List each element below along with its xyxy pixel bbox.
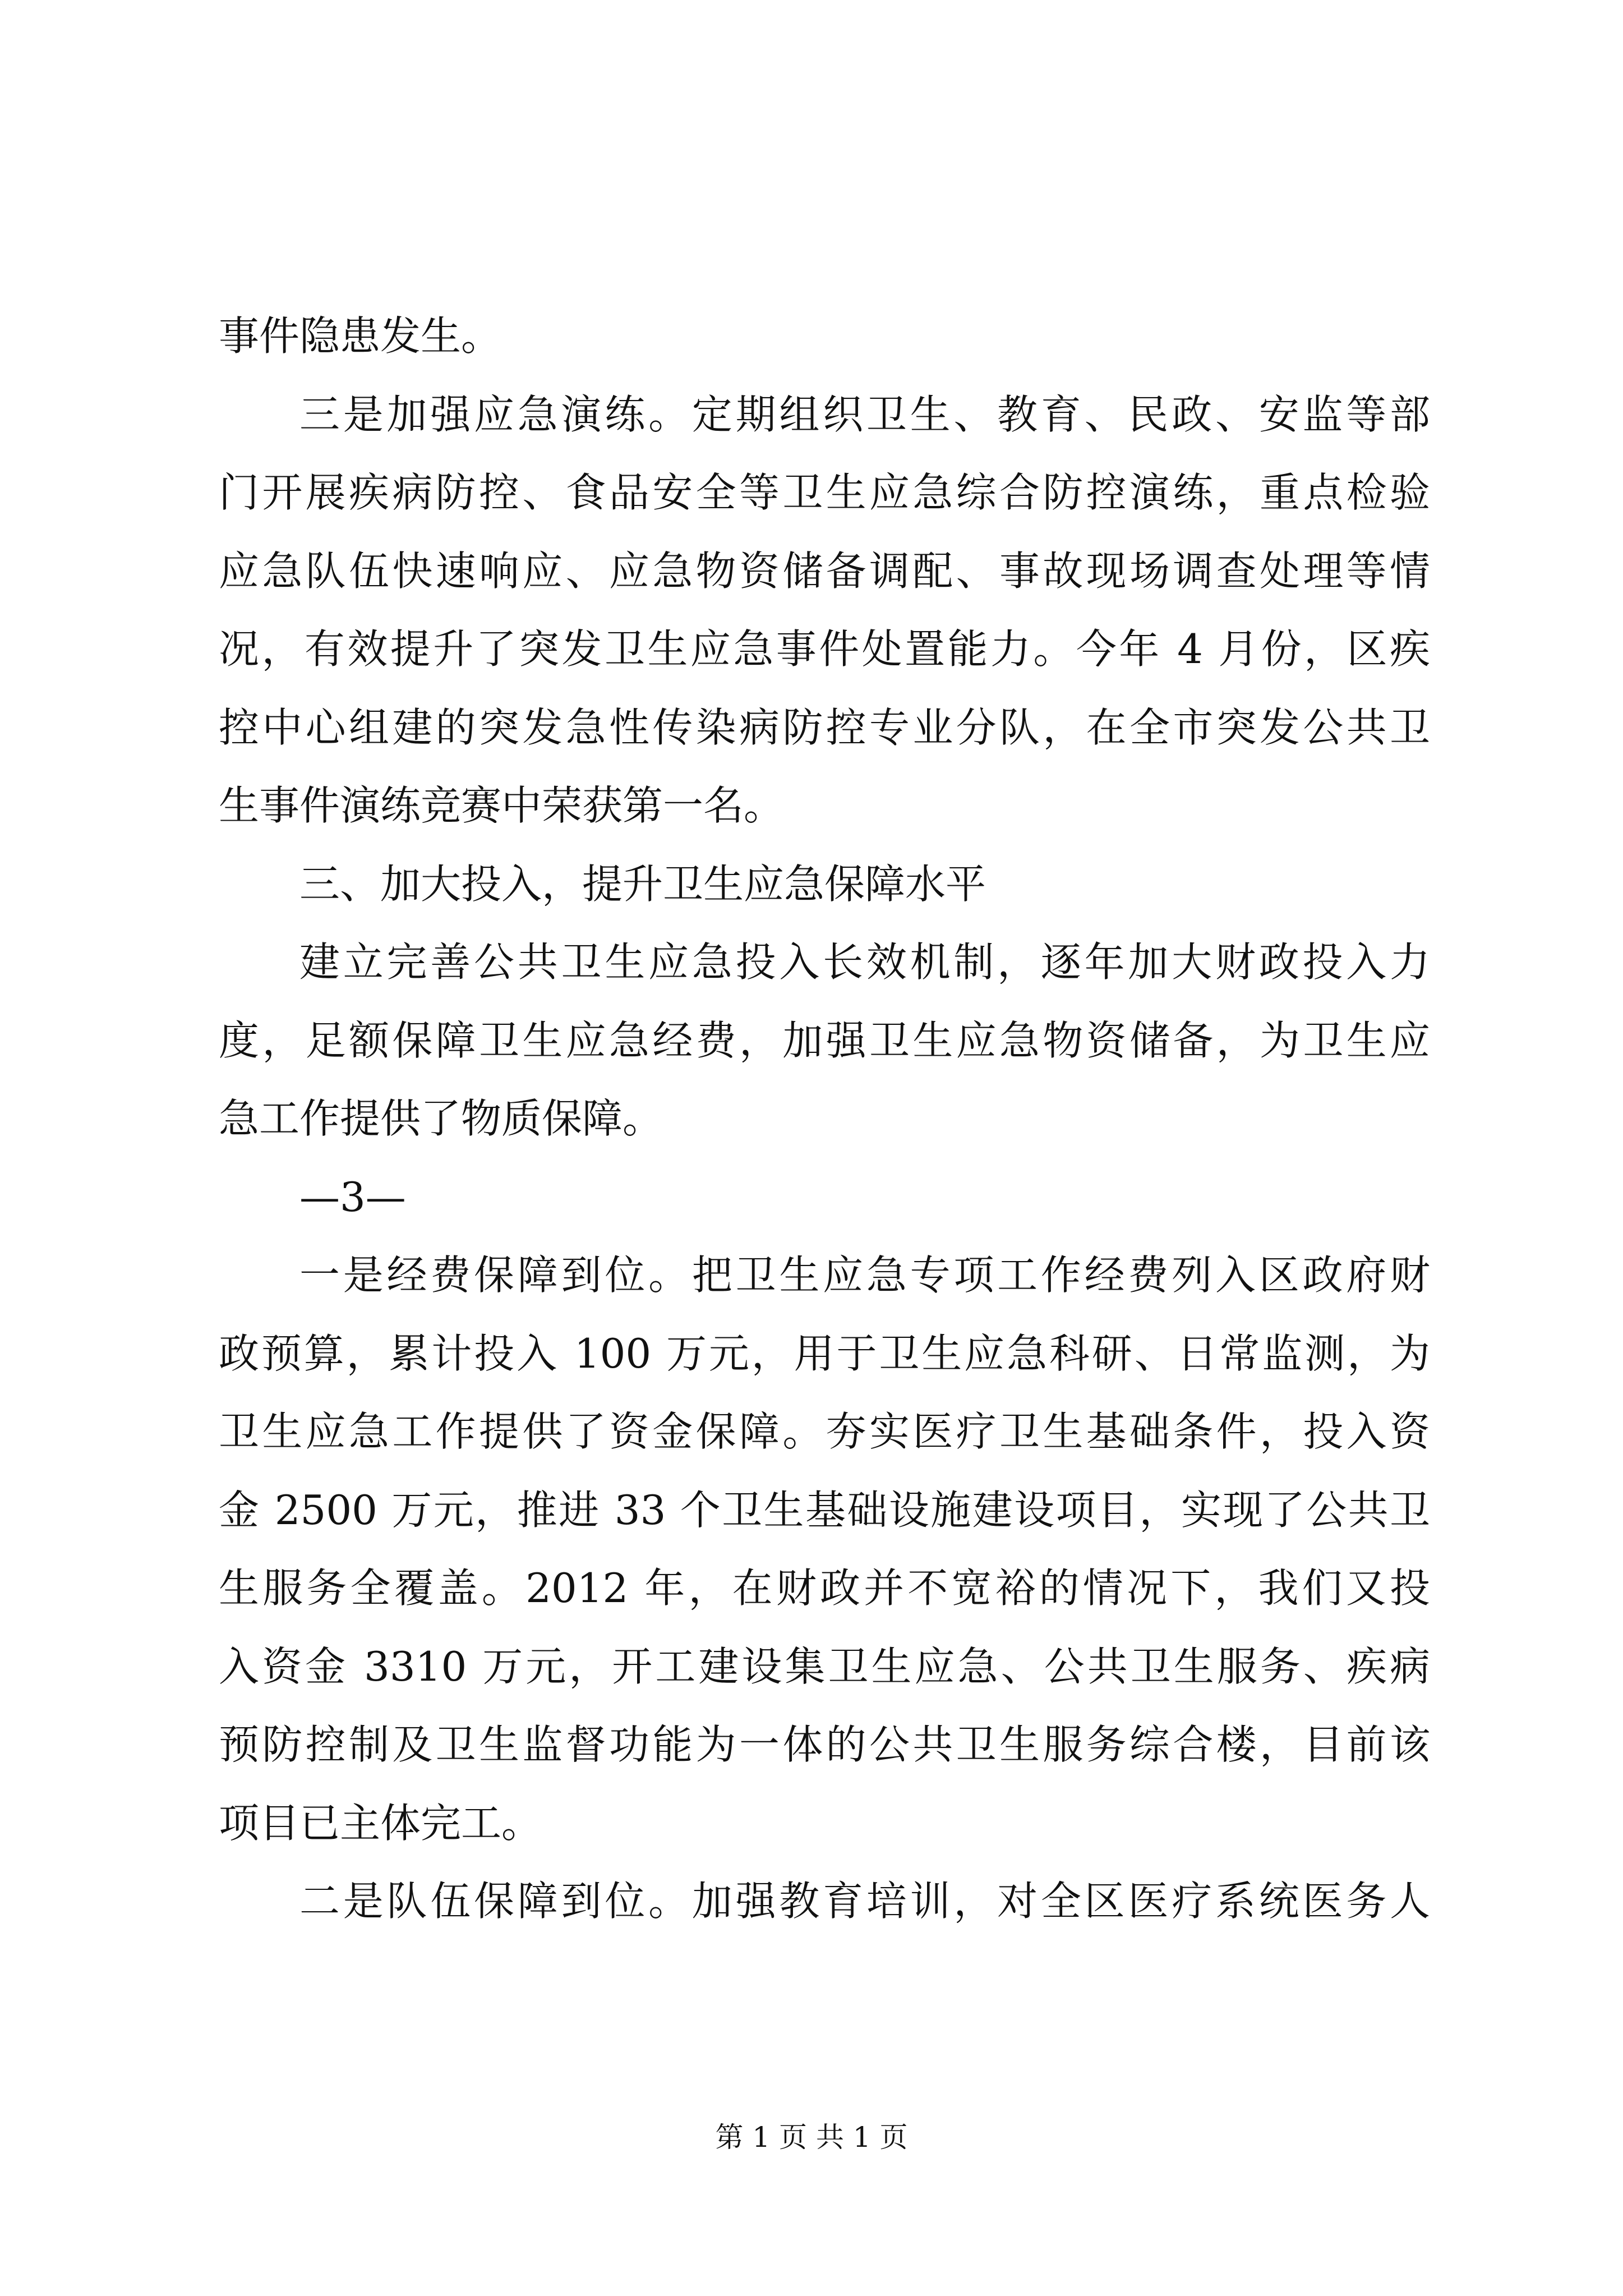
text-line: 控中心组建的突发急性传染病防控专业分队，在全市突发公共卫	[219, 703, 1430, 751]
text-line: 政预算，累计投入 100 万元，用于卫生应急科研、日常监测，为	[219, 1329, 1430, 1377]
text-line: 项目已主体完工。	[219, 1799, 542, 1847]
text-line: 应急队伍快速响应、应急物资储备调配、事故现场调查处理等情	[219, 547, 1430, 595]
text-line: 急工作提供了物质保障。	[219, 1095, 663, 1142]
text-line: 度，足额保障卫生应急经费，加强卫生应急物资储备，为卫生应	[219, 1016, 1430, 1064]
text-line: 生事件演练竞赛中荣获第一名。	[219, 782, 785, 829]
text-line: 生服务全覆盖。2012 年，在财政并不宽裕的情况下，我们又投	[219, 1565, 1430, 1612]
text-line: 一是经费保障到位。把卫生应急专项工作经费列入区政府财	[299, 1251, 1430, 1299]
text-line: 门开展疾病防控、食品安全等卫生应急综合防控演练，重点检验	[219, 469, 1430, 516]
page-footer: 第 1 页 共 1 页	[715, 2121, 908, 2154]
section-heading: 三、加大投入，提升卫生应急保障水平	[299, 860, 986, 908]
text-line: 事件隐患发生。	[219, 312, 502, 360]
text-line: 况，有效提升了突发卫生应急事件处置能力。今年 4 月份，区疾	[219, 625, 1430, 673]
text-line: 建立完善公共卫生应急投入长效机制，逐年加大财政投入力	[299, 938, 1430, 986]
text-line: 卫生应急工作提供了资金保障。夯实医疗卫生基础条件，投入资	[219, 1408, 1430, 1455]
text-line: 三是加强应急演练。定期组织卫生、教育、民政、安监等部	[299, 390, 1430, 438]
document-body	[219, 297, 1430, 1941]
text-line: 入资金 3310 万元，开工建设集卫生应急、公共卫生服务、疾病	[219, 1642, 1430, 1690]
text-line: 二是队伍保障到位。加强教育培训，对全区医疗系统医务人	[299, 1878, 1430, 1925]
inline-page-number: —3—	[299, 1173, 406, 1221]
text-line: 预防控制及卫生监督功能为一体的公共卫生服务综合楼，目前该	[219, 1721, 1430, 1768]
text-line: 金 2500 万元，推进 33 个卫生基础设施建设项目，实现了公共卫	[219, 1486, 1430, 1534]
